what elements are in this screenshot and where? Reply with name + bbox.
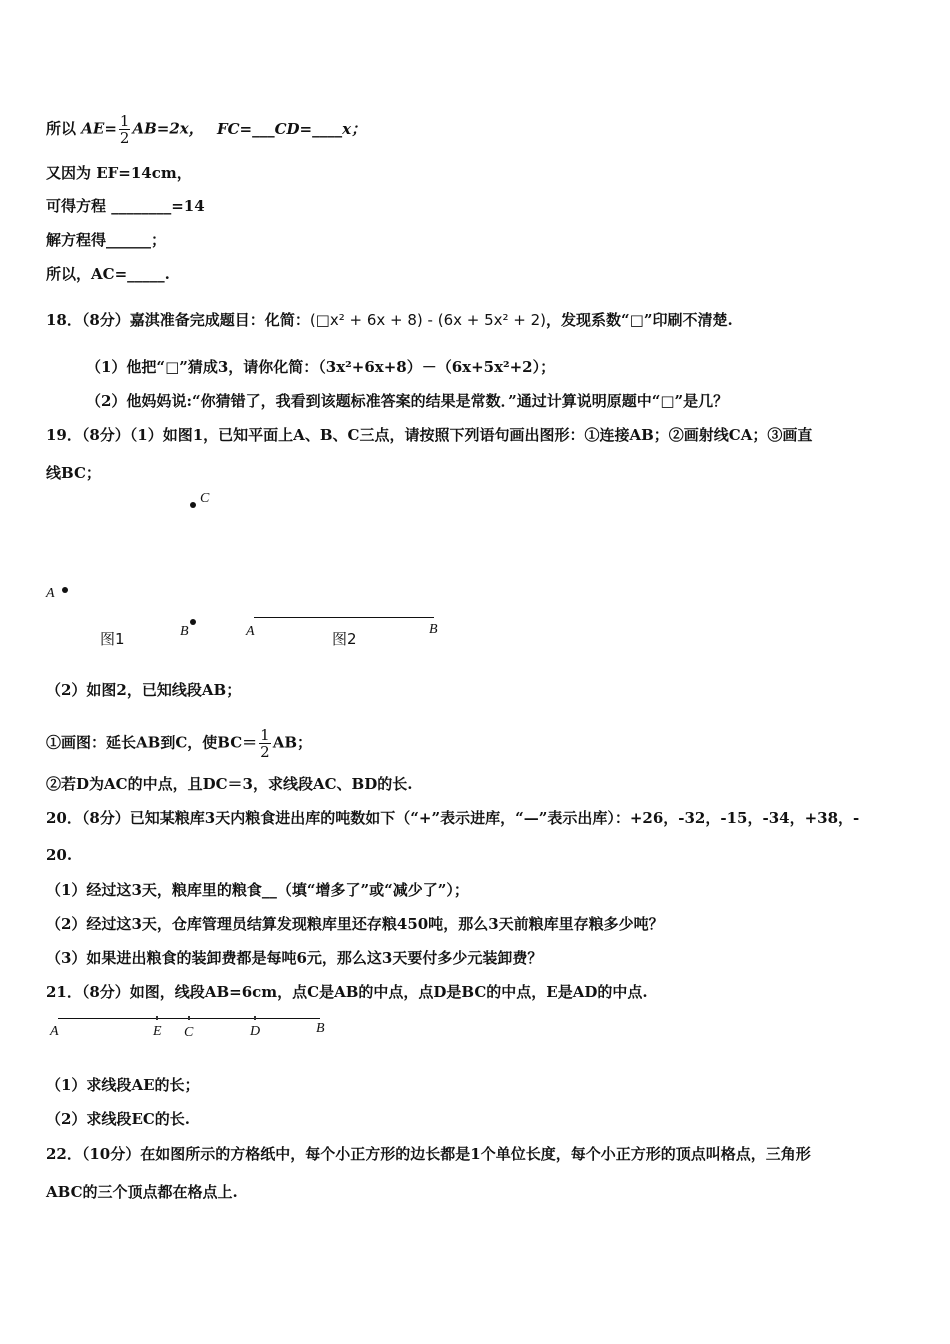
q19-part2b: ②若D为AC的中点，且DC＝3，求线段AC、BD的长. [46, 775, 413, 793]
q19-head-cont: 线BC； [46, 464, 101, 482]
label-e: E [153, 1024, 162, 1039]
q19-part2a [46, 727, 312, 760]
q20-part1: （1）经过这3天，粮库里的粮食__（填“增多了”或“减少了”）； [46, 881, 469, 899]
text: AE [81, 119, 105, 138]
label-b: B [429, 622, 438, 637]
point-b [190, 619, 196, 625]
text: AB=2x， [132, 119, 204, 138]
q18-part1: （1）他把“□”猜成3，请你化简：（3x²+6x+8）－（6x+5x²+2）； [86, 358, 556, 376]
expression: (□x² + 6x + 8) - (6x + 5x² + 2) [309, 311, 547, 329]
tick-e [156, 1016, 158, 1020]
text: AB； [272, 733, 313, 752]
text: = [104, 119, 117, 138]
q20-part2: （2）经过这3天，仓库管理员结算发现粮库里还存粮450吨，那么3天前粮库里存粮多少吨？ [46, 915, 664, 933]
label-c: C [184, 1025, 194, 1040]
figure-1-caption: 图1 [100, 630, 125, 648]
text: FC=___CD=____x； [216, 119, 367, 138]
q20-part3: （3）如果进出粮食的装卸费都是每吨6元，那么这3天要付多少元装卸费？ [46, 949, 543, 967]
line-ac: 所以，AC=_____. [46, 265, 170, 283]
text: 所以 [46, 119, 77, 138]
line-equation: 可得方程 ________=14 [46, 197, 205, 215]
label-d: D [250, 1024, 261, 1039]
figure-2-caption: 图2 [332, 630, 357, 648]
segment-ab [254, 617, 434, 618]
point-c [190, 502, 196, 508]
fraction-denominator: 2 [260, 743, 270, 761]
text: ①画图：延长AB到C，使BC＝ [46, 733, 258, 752]
fraction-denominator: 2 [119, 129, 130, 147]
q21-part1: （1）求线段AE的长； [46, 1076, 200, 1094]
label-a: A [50, 1024, 59, 1039]
q19-head: 19．（8分）（1）如图1，已知平面上A、B、C三点，请按照下列语句画出图形：①连接AB；②画射线CA；③画直 [46, 426, 813, 444]
q20-head: 20．（8分）已知某粮库3天内粮食进出库的吨数如下（“+”表示进库，“—”表示出库）：+26，-32，-15，-34，+38，- [46, 809, 860, 827]
point-a [62, 587, 68, 593]
text: ，发现系数“□”印刷不清楚. [546, 311, 733, 329]
q21-part2: （2）求线段EC的长. [46, 1110, 191, 1128]
q22-head-cont: ABC的三个顶点都在格点上. [46, 1183, 238, 1201]
q18-head [46, 310, 733, 330]
text: 18．（8分）嘉淇准备完成题目：化简： [46, 311, 310, 329]
label-b: B [180, 624, 189, 639]
label-b: B [316, 1021, 325, 1036]
tick-c [188, 1016, 190, 1020]
label-c: C [200, 491, 210, 506]
q19-part2: （2）如图2，已知线段AB； [46, 681, 242, 699]
q18-part2: （2）他妈妈说:“你猜错了，我看到该题标准答案的结果是常数．”通过计算说明原题中“□”是几？ [86, 392, 729, 410]
tick-d [254, 1016, 256, 1020]
label-a: A [46, 586, 55, 601]
q20-head-cont: 20. [46, 846, 73, 864]
fraction [119, 113, 131, 146]
line-solve: 解方程得______； [46, 231, 167, 249]
line-ae [46, 113, 366, 146]
label-a: A [246, 624, 255, 639]
q22-head: 22．（10分）在如图所示的方格纸中，每个小正方形的边长都是1个单位长度，每个小正方形的顶点叫格点，三角形 [46, 1145, 811, 1163]
line-ef: 又因为 EF=14cm， [46, 164, 192, 182]
fraction-numerator: 1 [119, 112, 130, 130]
fraction [259, 727, 271, 760]
fraction-numerator: 1 [260, 726, 270, 744]
q21-head: 21．（8分）如图，线段AB=6cm，点C是AB的中点，点D是BC的中点，E是AD的中点. [46, 983, 648, 1001]
